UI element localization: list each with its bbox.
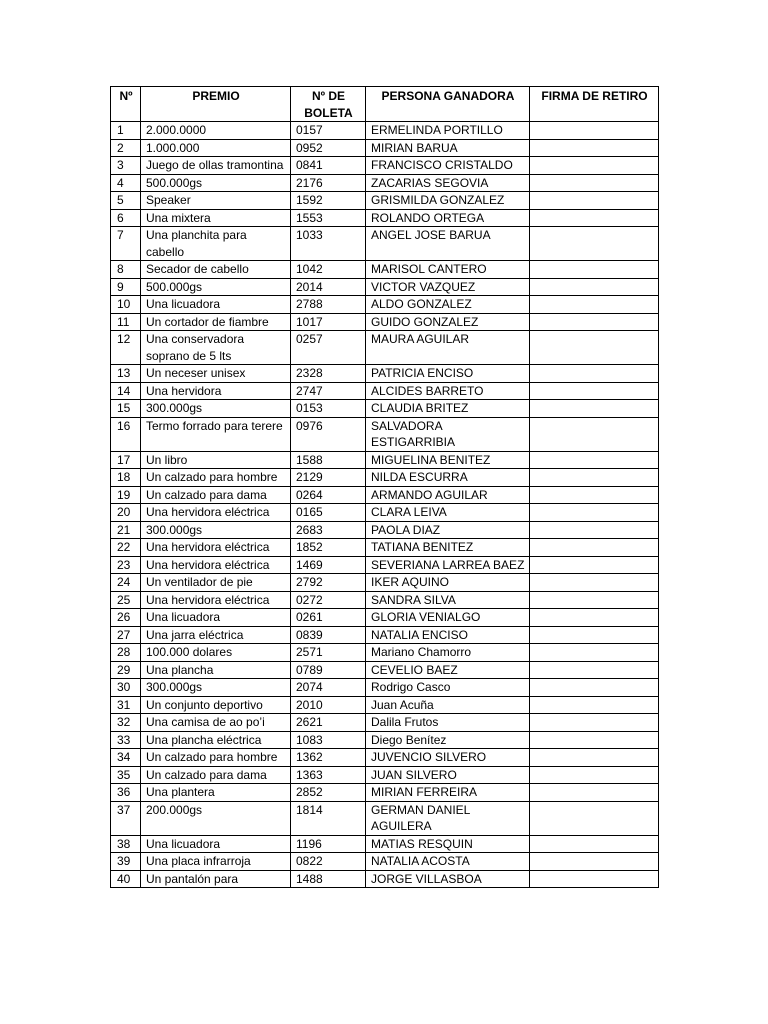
row-number: 26: [111, 609, 141, 627]
table-row: [111, 870, 659, 888]
signature-cell: [530, 591, 659, 609]
prize-cell: Un calzado para hombre: [141, 469, 291, 487]
signature-cell: [530, 870, 659, 888]
winner-cell: MIGUELINA BENITEZ: [366, 451, 530, 469]
prize-cell: 300.000gs: [141, 679, 291, 697]
ticket-number-cell: 0841: [291, 157, 366, 175]
signature-cell: [530, 521, 659, 539]
winner-cell: Diego Benítez: [366, 731, 530, 749]
signature-cell: [530, 227, 659, 261]
winner-cell: IKER AQUINO: [366, 574, 530, 592]
signature-cell: [530, 679, 659, 697]
row-number: 35: [111, 766, 141, 784]
table-body: [111, 122, 659, 888]
ticket-number-cell: 2014: [291, 278, 366, 296]
row-number: 19: [111, 486, 141, 504]
ticket-number-cell: 2176: [291, 174, 366, 192]
winner-cell: NILDA ESCURRA: [366, 469, 530, 487]
row-number: 39: [111, 853, 141, 871]
table-row: [111, 331, 659, 365]
table-row: [111, 766, 659, 784]
ticket-number-cell: 1592: [291, 192, 366, 210]
signature-cell: [530, 278, 659, 296]
table-row: [111, 504, 659, 522]
row-number: 7: [111, 227, 141, 261]
header-winner: PERSONA GANADORA: [366, 87, 530, 122]
prize-cell: Una jarra eléctrica: [141, 626, 291, 644]
row-number: 31: [111, 696, 141, 714]
prize-cell: Termo forrado para terere: [141, 417, 291, 451]
signature-cell: [530, 766, 659, 784]
prize-cell: Una hervidora eléctrica: [141, 556, 291, 574]
table-row: [111, 714, 659, 732]
ticket-number-cell: 0272: [291, 591, 366, 609]
winner-cell: GRISMILDA GONZALEZ: [366, 192, 530, 210]
prize-cell: Speaker: [141, 192, 291, 210]
header-number: Nº: [111, 87, 141, 122]
prize-cell: 300.000gs: [141, 400, 291, 418]
ticket-number-cell: 1588: [291, 451, 366, 469]
winner-cell: SALVADORA ESTIGARRIBIA: [366, 417, 530, 451]
table-row: [111, 521, 659, 539]
winner-cell: MIRIAN FERREIRA: [366, 784, 530, 802]
row-number: 9: [111, 278, 141, 296]
winner-cell: Dalila Frutos: [366, 714, 530, 732]
ticket-number-cell: 1196: [291, 835, 366, 853]
ticket-number-cell: 0789: [291, 661, 366, 679]
signature-cell: [530, 609, 659, 627]
ticket-number-cell: 0157: [291, 122, 366, 140]
row-number: 11: [111, 313, 141, 331]
prize-cell: Juego de ollas tramontina: [141, 157, 291, 175]
ticket-number-cell: 0976: [291, 417, 366, 451]
winner-cell: CLARA LEIVA: [366, 504, 530, 522]
ticket-number-cell: 2621: [291, 714, 366, 732]
winner-cell: ALDO GONZALEZ: [366, 296, 530, 314]
ticket-number-cell: 0165: [291, 504, 366, 522]
prize-cell: Una licuadora: [141, 609, 291, 627]
winner-cell: PATRICIA ENCISO: [366, 365, 530, 383]
winner-cell: JORGE VILLASBOA: [366, 870, 530, 888]
prize-cell: Un libro: [141, 451, 291, 469]
ticket-number-cell: 2328: [291, 365, 366, 383]
prize-cell: Un cortador de fiambre: [141, 313, 291, 331]
signature-cell: [530, 209, 659, 227]
row-number: 32: [111, 714, 141, 732]
ticket-number-cell: 1362: [291, 749, 366, 767]
winner-cell: SEVERIANA LARREA BAEZ: [366, 556, 530, 574]
row-number: 40: [111, 870, 141, 888]
row-number: 8: [111, 261, 141, 279]
signature-cell: [530, 469, 659, 487]
ticket-number-cell: 2747: [291, 382, 366, 400]
row-number: 24: [111, 574, 141, 592]
table-row: [111, 261, 659, 279]
winner-cell: Mariano Chamorro: [366, 644, 530, 662]
signature-cell: [530, 714, 659, 732]
prize-cell: Secador de cabello: [141, 261, 291, 279]
winner-cell: MATIAS RESQUIN: [366, 835, 530, 853]
prize-cell: Una hervidora eléctrica: [141, 591, 291, 609]
document-page: [110, 86, 659, 888]
prize-cell: Una plancha: [141, 661, 291, 679]
signature-cell: [530, 556, 659, 574]
signature-cell: [530, 261, 659, 279]
table-row: [111, 556, 659, 574]
winner-cell: SANDRA SILVA: [366, 591, 530, 609]
ticket-number-cell: 0257: [291, 331, 366, 365]
winner-cell: FRANCISCO CRISTALDO: [366, 157, 530, 175]
signature-cell: [530, 749, 659, 767]
table-row: [111, 749, 659, 767]
table-row: [111, 486, 659, 504]
header-ticket-number: Nº DE BOLETA: [291, 87, 366, 122]
table-row: [111, 591, 659, 609]
signature-cell: [530, 382, 659, 400]
table-row: [111, 626, 659, 644]
ticket-number-cell: 2792: [291, 574, 366, 592]
signature-cell: [530, 296, 659, 314]
signature-cell: [530, 417, 659, 451]
ticket-number-cell: 1033: [291, 227, 366, 261]
row-number: 36: [111, 784, 141, 802]
prize-cell: 300.000gs: [141, 521, 291, 539]
row-number: 33: [111, 731, 141, 749]
ticket-number-cell: 1469: [291, 556, 366, 574]
signature-cell: [530, 486, 659, 504]
ticket-number-cell: 0261: [291, 609, 366, 627]
row-number: 21: [111, 521, 141, 539]
row-number: 29: [111, 661, 141, 679]
row-number: 3: [111, 157, 141, 175]
ticket-number-cell: 1017: [291, 313, 366, 331]
row-number: 2: [111, 139, 141, 157]
signature-cell: [530, 451, 659, 469]
prize-cell: Una mixtera: [141, 209, 291, 227]
ticket-number-cell: 0952: [291, 139, 366, 157]
signature-cell: [530, 731, 659, 749]
ticket-number-cell: 1042: [291, 261, 366, 279]
signature-cell: [530, 835, 659, 853]
prize-cell: Una placa infrarroja: [141, 853, 291, 871]
table-row: [111, 296, 659, 314]
winner-cell: ARMANDO AGUILAR: [366, 486, 530, 504]
signature-cell: [530, 313, 659, 331]
table-row: [111, 539, 659, 557]
signature-cell: [530, 784, 659, 802]
row-number: 18: [111, 469, 141, 487]
row-number: 25: [111, 591, 141, 609]
table-row: [111, 278, 659, 296]
table-row: [111, 784, 659, 802]
table-row: [111, 609, 659, 627]
winner-cell: MIRIAN BARUA: [366, 139, 530, 157]
table-row: [111, 417, 659, 451]
prize-cell: 1.000.000: [141, 139, 291, 157]
winner-cell: MARISOL CANTERO: [366, 261, 530, 279]
table-row: [111, 157, 659, 175]
ticket-number-cell: 1083: [291, 731, 366, 749]
table-row: [111, 400, 659, 418]
prize-cell: Una hervidora eléctrica: [141, 539, 291, 557]
winner-cell: VICTOR VAZQUEZ: [366, 278, 530, 296]
table-row: [111, 469, 659, 487]
row-number: 16: [111, 417, 141, 451]
header-prize: PREMIO: [141, 87, 291, 122]
prize-cell: Un neceser unisex: [141, 365, 291, 383]
row-number: 5: [111, 192, 141, 210]
ticket-number-cell: 1553: [291, 209, 366, 227]
ticket-number-cell: 1363: [291, 766, 366, 784]
ticket-number-cell: 2788: [291, 296, 366, 314]
table-row: [111, 574, 659, 592]
row-number: 34: [111, 749, 141, 767]
prize-cell: Un calzado para hombre: [141, 749, 291, 767]
signature-cell: [530, 626, 659, 644]
winner-cell: JUAN SILVERO: [366, 766, 530, 784]
signature-cell: [530, 801, 659, 835]
prize-cell: Una licuadora: [141, 296, 291, 314]
winner-cell: NATALIA ENCISO: [366, 626, 530, 644]
signature-cell: [530, 539, 659, 557]
winner-cell: ROLANDO ORTEGA: [366, 209, 530, 227]
prize-winners-table: [110, 86, 659, 888]
ticket-number-cell: 0153: [291, 400, 366, 418]
table-row: [111, 122, 659, 140]
row-number: 23: [111, 556, 141, 574]
prize-cell: Una hervidora eléctrica: [141, 504, 291, 522]
prize-cell: Una conservadora soprano de 5 lts: [141, 331, 291, 365]
winner-cell: MAURA AGUILAR: [366, 331, 530, 365]
row-number: 4: [111, 174, 141, 192]
signature-cell: [530, 174, 659, 192]
table-row: [111, 644, 659, 662]
row-number: 1: [111, 122, 141, 140]
signature-cell: [530, 365, 659, 383]
row-number: 22: [111, 539, 141, 557]
winner-cell: GERMAN DANIEL AGUILERA: [366, 801, 530, 835]
table-row: [111, 192, 659, 210]
signature-cell: [530, 122, 659, 140]
signature-cell: [530, 853, 659, 871]
winner-cell: TATIANA BENITEZ: [366, 539, 530, 557]
winner-cell: JUVENCIO SILVERO: [366, 749, 530, 767]
signature-cell: [530, 139, 659, 157]
signature-cell: [530, 574, 659, 592]
row-number: 17: [111, 451, 141, 469]
prize-cell: Un calzado para dama: [141, 766, 291, 784]
winner-cell: Rodrigo Casco: [366, 679, 530, 697]
row-number: 12: [111, 331, 141, 365]
signature-cell: [530, 192, 659, 210]
row-number: 37: [111, 801, 141, 835]
signature-cell: [530, 157, 659, 175]
prize-cell: Una planchita para cabello: [141, 227, 291, 261]
table-header: [111, 87, 659, 122]
prize-cell: Una licuadora: [141, 835, 291, 853]
ticket-number-cell: 2010: [291, 696, 366, 714]
prize-cell: Un ventilador de pie: [141, 574, 291, 592]
winner-cell: Juan Acuña: [366, 696, 530, 714]
prize-cell: 2.000.0000: [141, 122, 291, 140]
ticket-number-cell: 0264: [291, 486, 366, 504]
table-row: [111, 365, 659, 383]
winner-cell: GUIDO GONZALEZ: [366, 313, 530, 331]
prize-cell: Un pantalón para: [141, 870, 291, 888]
signature-cell: [530, 644, 659, 662]
prize-cell: Una plantera: [141, 784, 291, 802]
winner-cell: NATALIA ACOSTA: [366, 853, 530, 871]
winner-cell: ANGEL JOSE BARUA: [366, 227, 530, 261]
table-row: [111, 853, 659, 871]
header-row: [111, 87, 659, 122]
ticket-number-cell: 1488: [291, 870, 366, 888]
winner-cell: ALCIDES BARRETO: [366, 382, 530, 400]
ticket-number-cell: 2852: [291, 784, 366, 802]
ticket-number-cell: 2129: [291, 469, 366, 487]
row-number: 28: [111, 644, 141, 662]
table-row: [111, 731, 659, 749]
row-number: 27: [111, 626, 141, 644]
ticket-number-cell: 0822: [291, 853, 366, 871]
row-number: 20: [111, 504, 141, 522]
prize-cell: 100.000 dolares: [141, 644, 291, 662]
table-row: [111, 661, 659, 679]
signature-cell: [530, 661, 659, 679]
signature-cell: [530, 504, 659, 522]
table-row: [111, 174, 659, 192]
table-row: [111, 696, 659, 714]
prize-cell: Una camisa de ao po’i: [141, 714, 291, 732]
ticket-number-cell: 2571: [291, 644, 366, 662]
row-number: 10: [111, 296, 141, 314]
winner-cell: ZACARIAS SEGOVIA: [366, 174, 530, 192]
winner-cell: ERMELINDA PORTILLO: [366, 122, 530, 140]
table-row: [111, 209, 659, 227]
prize-cell: Una plancha eléctrica: [141, 731, 291, 749]
winner-cell: CLAUDIA BRITEZ: [366, 400, 530, 418]
table-row: [111, 679, 659, 697]
prize-cell: Un calzado para dama: [141, 486, 291, 504]
table-row: [111, 139, 659, 157]
ticket-number-cell: 1814: [291, 801, 366, 835]
header-signature: FIRMA DE RETIRO: [530, 87, 659, 122]
signature-cell: [530, 696, 659, 714]
winner-cell: PAOLA DIAZ: [366, 521, 530, 539]
ticket-number-cell: 2074: [291, 679, 366, 697]
winner-cell: CEVELIO BAEZ: [366, 661, 530, 679]
table-row: [111, 313, 659, 331]
table-row: [111, 801, 659, 835]
table-row: [111, 382, 659, 400]
signature-cell: [530, 331, 659, 365]
prize-cell: 200.000gs: [141, 801, 291, 835]
prize-cell: Una hervidora: [141, 382, 291, 400]
row-number: 30: [111, 679, 141, 697]
prize-cell: 500.000gs: [141, 174, 291, 192]
signature-cell: [530, 400, 659, 418]
row-number: 15: [111, 400, 141, 418]
ticket-number-cell: 1852: [291, 539, 366, 557]
row-number: 13: [111, 365, 141, 383]
row-number: 38: [111, 835, 141, 853]
prize-cell: 500.000gs: [141, 278, 291, 296]
ticket-number-cell: 2683: [291, 521, 366, 539]
ticket-number-cell: 0839: [291, 626, 366, 644]
prize-cell: Un conjunto deportivo: [141, 696, 291, 714]
row-number: 6: [111, 209, 141, 227]
table-row: [111, 227, 659, 261]
winner-cell: GLORIA VENIALGO: [366, 609, 530, 627]
table-row: [111, 835, 659, 853]
table-row: [111, 451, 659, 469]
row-number: 14: [111, 382, 141, 400]
